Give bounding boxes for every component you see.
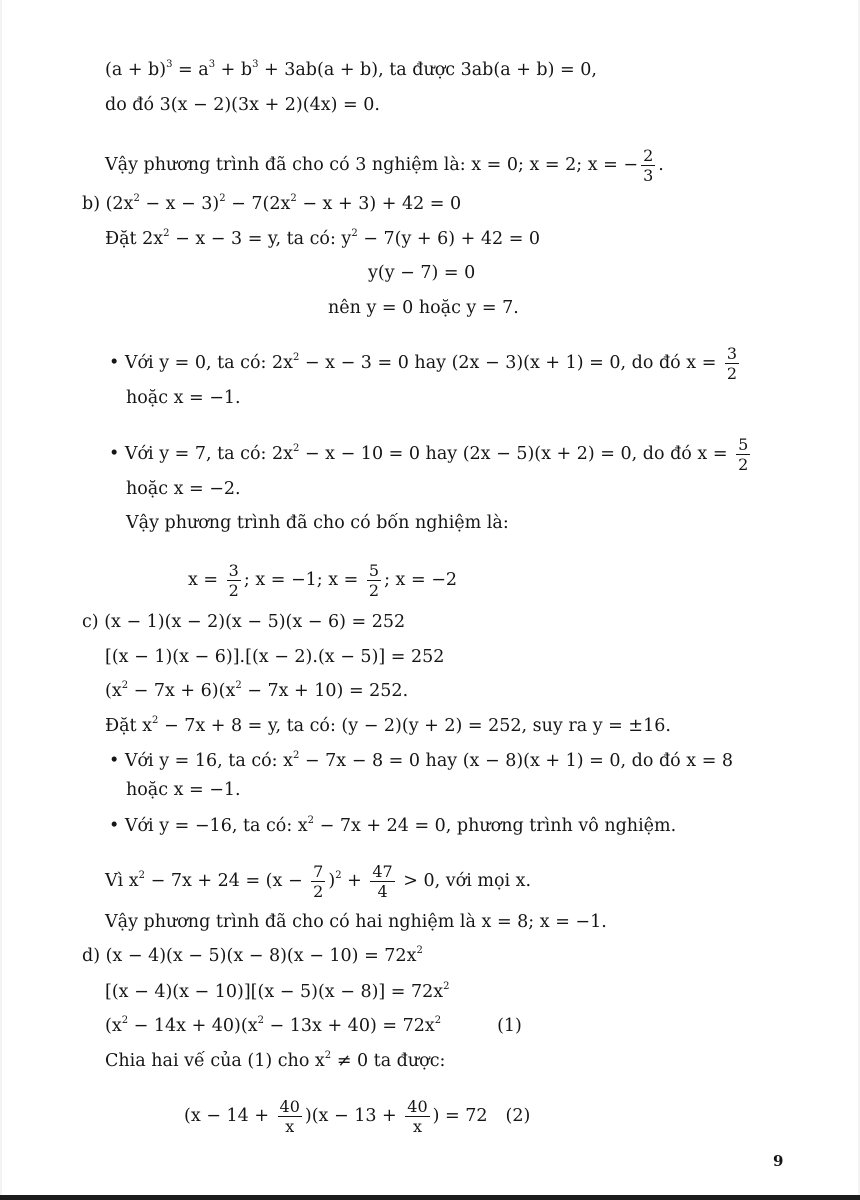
fraction: $\frac{5}{2}$ xyxy=(368,561,380,600)
line-conclusion-a: Vậy phương trình đã cho có 3 nghiệm là: x = 0; x = 2; x = − $\frac{2}{3}$ . xyxy=(105,146,664,185)
bottom-edge-bar xyxy=(0,1195,860,1200)
line-roots-b: x = $\frac{3}{2}$ ; x = −1; x = $\frac{5}{2}$ ; x = −2 xyxy=(188,561,457,600)
line-case-y16: • Với y = 16, ta có: $x^2 - 7x - 8 = 0$ hay (x − 8)(x + 1) = 0, do đó x = 8 xyxy=(109,750,734,771)
fraction: $\frac{3}{2}$ xyxy=(726,344,738,383)
line-case-y7-alt: hoặc x = −2. xyxy=(126,479,241,499)
line-part-c-equation: c) (x − 1)(x − 2)(x − 5)(x − 6) = 252 xyxy=(82,612,406,632)
fraction: $\frac{3}{2}$ xyxy=(228,561,239,600)
fraction: $\frac{7}{2}$ xyxy=(313,862,324,901)
line-grouping-d: $[(x - 4)(x - 10)][(x - 5)(x - 8)] = 72x^2$ xyxy=(105,981,450,1002)
line-part-d-equation: d) $(x - 4)(x - 5)(x - 8)(x - 10) = 72x^2$ xyxy=(82,945,423,966)
line-conclusion-c: Vậy phương trình đã cho có hai nghiệm là x = 8; x = −1. xyxy=(105,912,607,932)
line-cube-identity: $(a + b)^3 = a^3 + b^3 + 3ab(a + b)$, ta được 3ab(a + b) = 0, xyxy=(105,59,597,80)
line-grouping-c: [(x − 1)(x − 6)].[(x − 2).(x − 5)] = 252 xyxy=(105,647,445,667)
line-case-y7: • Với y = 7, ta có: $2x^2 - x - 10 = 0$ hay (2x − 5)(x + 2) = 0, do đó x = $\frac{5}{2}$ xyxy=(109,435,749,474)
line-case-y0: • Với y = 0, ta có: $2x^2 - x - 3 = 0$ hay (2x − 3)(x + 1) = 0, do đó x = $\frac{3}{2}$ xyxy=(109,344,738,383)
line-equation-2: (x − 14 + $\frac{40}{x}$ )(x − 13 + $\frac{40}{x}$ ) = 72 (2) xyxy=(184,1097,531,1136)
line-case-y16-alt: hoặc x = −1. xyxy=(126,780,241,800)
line-y-values: nên y = 0 hoặc y = 7. xyxy=(328,298,519,318)
fraction: $\frac{47}{4}$ xyxy=(372,862,393,901)
line-y-factored: y(y − 7) = 0 xyxy=(368,263,476,283)
fraction: $\frac{40}{x}$ xyxy=(279,1097,300,1136)
line-case-ym16: • Với y = −16, ta có: $x^2 - 7x + 24 = 0$, phương trình vô nghiệm. xyxy=(109,815,677,836)
fraction: $\frac{40}{x}$ xyxy=(407,1097,428,1136)
line-substitution-c: Đặt $x^2 - 7x + 8 = y$, ta có: (y − 2)(y + 2) = 252, suy ra y = ±16. xyxy=(105,715,671,736)
line-part-b-equation: b) $(2x^2 - x - 3)^2 - 7(2x^2 - x + 3) + 42 = 0$ xyxy=(82,193,462,214)
document-page xyxy=(2,0,858,1196)
line-substitution-b: Đặt $2x^2 - x - 3 = y$, ta có: $y^2 - 7(y + 6) + 42 = 0$ xyxy=(105,228,541,249)
fraction: $\frac{2}{3}$ xyxy=(643,146,654,185)
line-no-solution-proof: Vì $x^2 - 7x + 24 = (x$ − $\frac{7}{2}$ )$^2$ + $\frac{47}{4}$ > 0, với mọi x. xyxy=(105,862,532,901)
line-expanded-c: $(x^2 - 7x + 6)(x^2 - 7x + 10) = 252$. xyxy=(105,680,409,701)
line-factored: do đó 3(x − 2)(3x + 2)(4x) = 0. xyxy=(105,95,380,115)
line-case-y0-alt: hoặc x = −1. xyxy=(126,388,241,408)
line-expanded-d: $(x^2 - 14x + 40)(x^2 - 13x + 40) = 72x^2$ (1) xyxy=(105,1015,522,1036)
line-divide: Chia hai vế của (1) cho $x^2 \ne 0$ ta được: xyxy=(105,1050,446,1071)
fraction: $\frac{5}{2}$ xyxy=(738,435,749,474)
line-conclusion-b: Vậy phương trình đã cho có bốn nghiệm là: xyxy=(126,513,509,533)
page-number: 9 xyxy=(773,1152,784,1170)
